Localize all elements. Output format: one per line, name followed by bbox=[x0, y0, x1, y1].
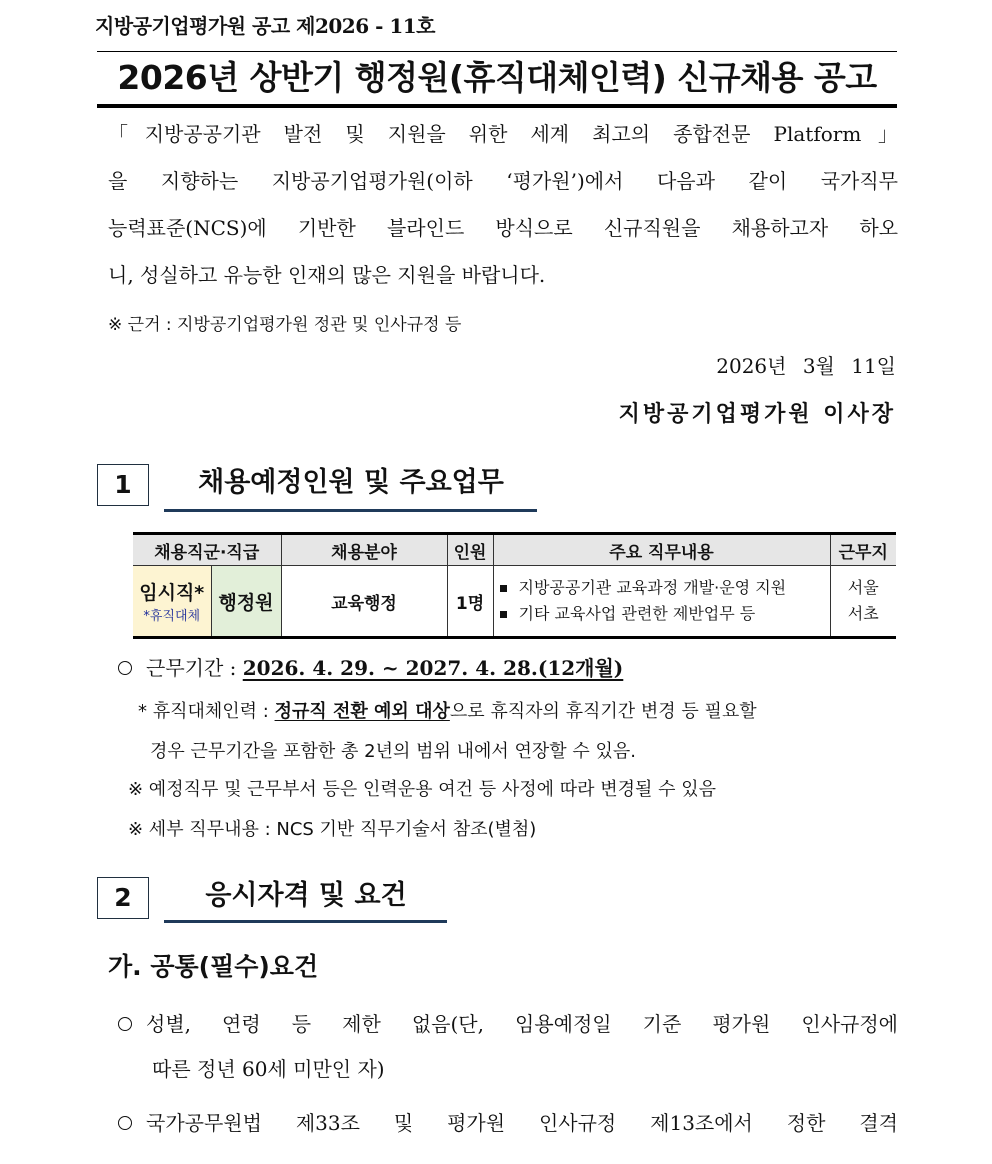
signer: 지방공기업평가원 이사장 bbox=[618, 401, 896, 427]
header-field: 채용분야 bbox=[281, 534, 447, 566]
conversion-exception-emphasis: 정규직 전환 예외 대상 bbox=[274, 701, 450, 722]
intro-line-4: 니, 성실하고 유능한 인재의 많은 지원을 바랍니다. bbox=[108, 263, 546, 287]
location-line-2: 서초 bbox=[847, 604, 879, 623]
replacement-note-line-1: * 휴직대체인력 : 정규직 전환 예외 대상으로 휴직자의 휴직기간 변경 등 필요할 bbox=[138, 701, 757, 722]
recruitment-table bbox=[133, 532, 896, 639]
location-cell bbox=[830, 566, 896, 638]
section-1-title: 채용예정인원 및 주요업무 bbox=[198, 467, 504, 498]
requirement-1-line-1: 성별, 연령 등 제한 없음(단, 임용예정일 기준 평가원 인사규정에 bbox=[118, 1010, 898, 1038]
replacement-note-line-2: 경우 근무기간을 포함한 총 2년의 범위 내에서 연장할 수 있음. bbox=[150, 741, 636, 762]
count: 1명 bbox=[447, 566, 493, 638]
grade: 행정원 bbox=[211, 566, 281, 638]
circle-bullet-icon bbox=[118, 661, 132, 675]
location-line-1: 서울 bbox=[847, 578, 879, 597]
announcement-number: 지방공기업평가원 공고 제2026 - 11호 bbox=[95, 14, 435, 38]
section-1-number: 1 bbox=[97, 464, 149, 506]
section-2-underline bbox=[164, 920, 447, 923]
intro-line-2: 을 지향하는 지방공기업평가원(이하 ‘평가원’)에서 다음과 같이 국가직무 bbox=[108, 169, 898, 193]
section-2-number: 2 bbox=[97, 877, 149, 919]
header-location: 근무지 bbox=[830, 534, 896, 566]
duty-item: 지방공공기관 교육과정 개발·운영 지원 bbox=[500, 575, 830, 601]
header-count: 인원 bbox=[447, 534, 493, 566]
requirement-1-line-2: 따른 정년 60세 미만인 자) bbox=[152, 1057, 385, 1081]
work-period bbox=[118, 652, 623, 681]
job-type: 임시직* bbox=[139, 582, 205, 604]
square-bullet-icon bbox=[500, 585, 507, 592]
intro-line-3: 능력표준(NCS)에 기반한 블라인드 방식으로 신규직원을 채용하고자 하오 bbox=[108, 216, 898, 240]
intro-line-1: 「지방공공기관 발전 및 지원을 위한 세계 최고의 종합전문 Platform」 bbox=[108, 122, 898, 146]
circle-bullet-icon bbox=[118, 1116, 132, 1130]
square-bullet-icon bbox=[500, 611, 507, 618]
detail-note: ※ 세부 직무내용 : NCS 기반 직무기술서 참조(별첨) bbox=[128, 819, 537, 840]
change-note: ※ 예정직무 및 근무부서 등은 인력운용 여건 등 사정에 따라 변경될 수 있음 bbox=[128, 779, 716, 800]
table-header-row bbox=[133, 534, 896, 566]
page-title: 2026년 상반기 행정원(휴직대체인력) 신규채용 공고 bbox=[117, 58, 877, 97]
title-bottom-rule bbox=[97, 104, 897, 108]
announcement-date: 2026년 3월 11일 bbox=[716, 354, 896, 378]
duties-cell bbox=[493, 566, 830, 638]
title-top-rule bbox=[97, 51, 897, 52]
duty-item: 기타 교육사업 관련한 제반업무 등 bbox=[500, 601, 830, 627]
section-1-underline bbox=[164, 509, 537, 512]
header-duties: 주요 직무내용 bbox=[493, 534, 830, 566]
period-label: 근무기간 : bbox=[146, 656, 243, 680]
common-requirements-heading: 가. 공통(필수)요건 bbox=[108, 952, 319, 981]
section-2-title: 응시자격 및 요건 bbox=[205, 880, 407, 911]
job-type-note: *휴직대체 bbox=[143, 609, 201, 624]
header-job-type: 채용직군·직급 bbox=[133, 534, 281, 566]
requirement-2-line-1: 국가공무원법 제33조 및 평가원 인사규정 제13조에서 정한 결격 bbox=[118, 1109, 898, 1137]
circle-bullet-icon bbox=[118, 1017, 132, 1031]
table-row bbox=[133, 566, 896, 638]
basis-note: ※ 근거 : 지방공기업평가원 정관 및 인사규정 등 bbox=[108, 315, 462, 335]
job-type-cell bbox=[133, 566, 211, 638]
period-value: 2026. 4. 29. ~ 2027. 4. 28.(12개월) bbox=[242, 656, 624, 680]
field: 교육행정 bbox=[281, 566, 447, 638]
